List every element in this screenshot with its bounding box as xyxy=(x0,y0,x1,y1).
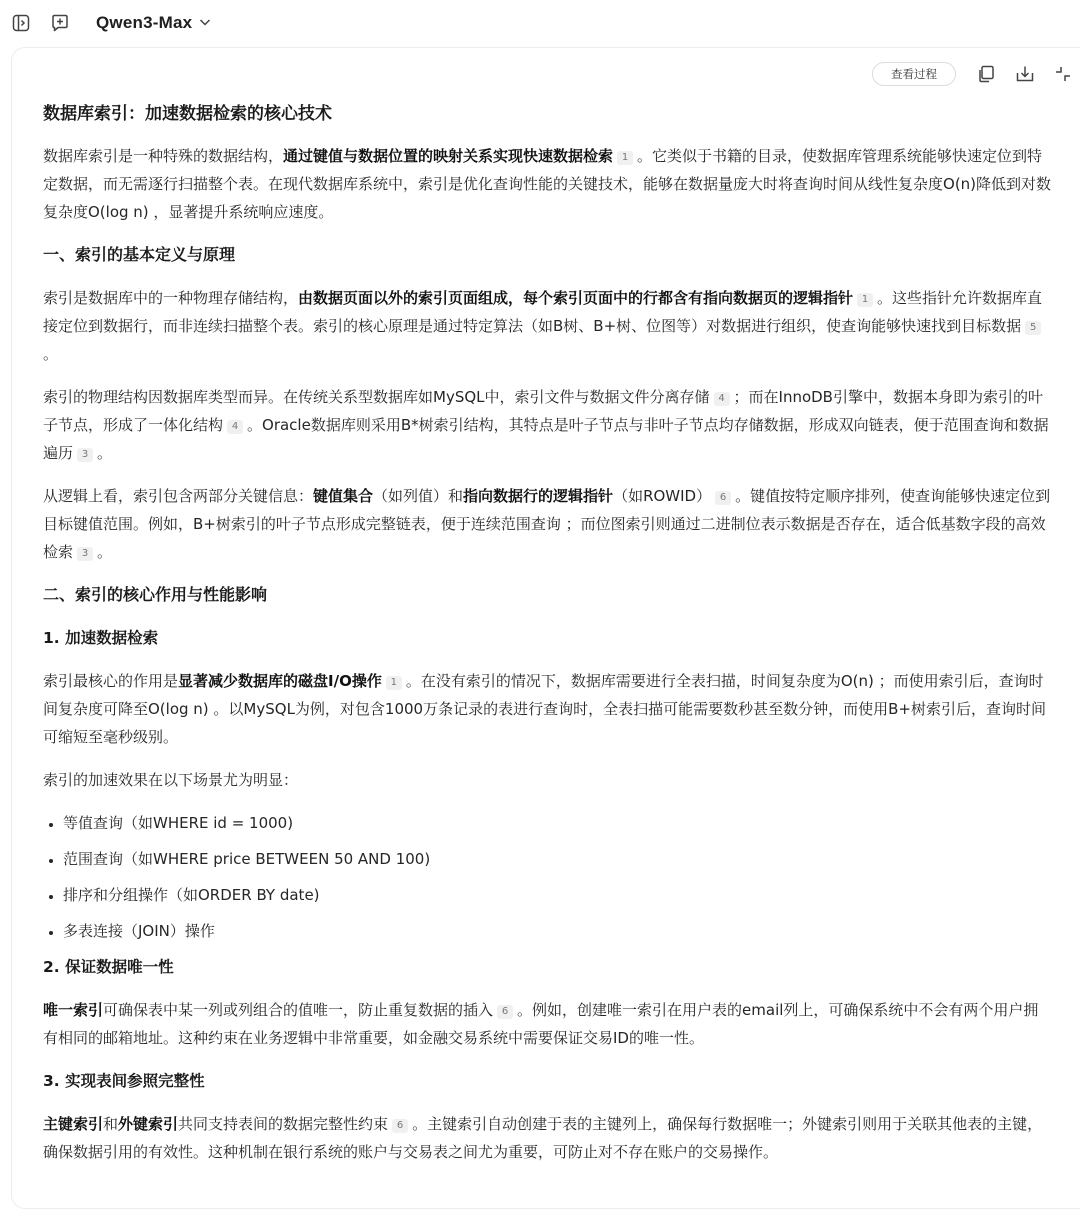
model-name: Qwen3-Max xyxy=(96,13,193,32)
article-title: 数据库索引：加速数据检索的核心技术 xyxy=(43,104,332,124)
collapse-icon[interactable] xyxy=(1053,64,1073,84)
citation-badge[interactable]: 3 xyxy=(77,448,93,462)
citation-badge[interactable]: 6 xyxy=(392,1119,408,1133)
list-item: • 等值查询（如WHERE id = 1000) xyxy=(63,809,1053,837)
list-item: • 多表连接（JOIN）操作 xyxy=(63,917,1053,945)
sidebar-toggle-icon[interactable] xyxy=(10,12,32,34)
list-item: • 范围查询（如WHERE price BETWEEN 50 AND 100) xyxy=(63,845,1053,873)
paragraph-uniqueness: 唯一索引可确保表中某一列或列组合的值唯一，防止重复数据的插入 6 。例如，创建唯一索引在用户表的email列上，可确保系统中不会有两个用户拥有相同的邮箱地址。这种约束在业务逻辑中非常重要，如金融交易系统中需要保证交易ID的唯一性。 xyxy=(43,1001,1039,1047)
citation-badge[interactable]: 3 xyxy=(77,547,93,561)
paragraph-physical-structure: 索引的物理结构因数据库类型而异。在传统关系型数据库如MySQL中，索引文件与数据文件分离存储 4 ；而在InnoDB引擎中，数据本身即为索引的叶子节点，形成了一体化结构 4 。Oracle数据库则采用B*树索引结构，其特点是叶子节点与非叶子节点均存储数据，形成双向链表，便于范围查询和数据遍历 3 。 xyxy=(43,388,1049,462)
subsection-heading-3: 3. 实现表间参照完整性 xyxy=(43,1072,205,1090)
paragraph-scenarios-intro: 索引的加速效果在以下场景尤为明显： xyxy=(43,771,299,789)
subsection-heading-1: 1. 加速数据检索 xyxy=(43,629,159,647)
scenario-list xyxy=(43,809,1053,945)
section-heading-1: 一、索引的基本定义与原理 xyxy=(43,245,236,264)
citation-badge[interactable]: 1 xyxy=(857,293,873,307)
download-icon[interactable] xyxy=(1015,64,1035,84)
citation-badge[interactable]: 1 xyxy=(617,151,633,165)
paragraph-definition: 索引是数据库中的一种物理存储结构，由数据页面以外的索引页面组成，每个索引页面中的行都含有指向数据页的逻辑指针 1 。这些指针允许数据库直接定位到数据行，而非连续扫描整个表。索引的核心原理是通过特定算法（如B树、B+树、位图等）对数据进行组织，使查询能够快速找到目标数据 5。 xyxy=(43,289,1043,363)
citation-badge[interactable]: 6 xyxy=(715,491,731,505)
top-bar xyxy=(0,0,1080,46)
list-item: • 排序和分组操作（如ORDER BY date) xyxy=(63,881,1053,909)
new-chat-icon[interactable] xyxy=(49,12,71,34)
citation-badge[interactable]: 4 xyxy=(714,392,730,406)
paragraph-accelerate: 索引最核心的作用是显著减少数据库的磁盘I/O操作 1 。在没有索引的情况下，数据库需要进行全表扫描，时间复杂度为O(n) ；而使用索引后，查询时间复杂度可降至O(log n) 。以MySQL为例，对包含1000万条记录的表进行查询时，全表扫描可能需要数秒甚至数分钟，而使用B+树索引后，查询时间可缩短至毫秒级别。 xyxy=(43,672,1046,746)
citation-badge[interactable]: 6 xyxy=(497,1005,513,1019)
view-process-button[interactable]: 查看过程 xyxy=(872,62,956,86)
chevron-down-icon xyxy=(198,14,212,33)
citation-badge[interactable]: 1 xyxy=(386,676,402,690)
section-heading-2: 二、索引的核心作用与性能影响 xyxy=(43,585,268,604)
paragraph-logical-view: 从逻辑上看，索引包含两部分关键信息：键值集合（如列值）和指向数据行的逻辑指针（如ROWID） 6 。键值按特定顺序排列，使查询能够快速定位到目标键值范围。例如，B+树索引的叶子节点形成完整链表，便于连续范围查询 ；而位图索引则通过二进制位表示数据是否存在，适合低基数字段的高效检索 3 。 xyxy=(43,487,1051,561)
response-content xyxy=(43,96,1053,1166)
copy-icon[interactable] xyxy=(976,64,996,84)
citation-badge[interactable]: 5 xyxy=(1025,321,1041,335)
citation-badge[interactable]: 4 xyxy=(227,420,243,434)
paragraph-intro: 数据库索引是一种特殊的数据结构，通过键值与数据位置的映射关系实现快速数据检索 1 。它类似于书籍的目录，使数据库管理系统能够快速定位到特定数据，而无需逐行扫描整个表。在现代数据库系统中，索引是优化查询性能的关键技术，能够在数据量庞大时将查询时间从线性复杂度O(n)降低到对数复杂度O(log n) ，显著提升系统响应速度。 xyxy=(43,147,1052,221)
subsection-heading-2: 2. 保证数据唯一性 xyxy=(43,958,174,976)
model-selector[interactable] xyxy=(96,10,212,36)
paragraph-integrity: 主键索引和外键索引共同支持表间的数据完整性约束 6 。主键索引自动创建于表的主键列上，确保每行数据唯一；外键索引则用于关联其他表的主键，确保数据引用的有效性。这种机制在银行系统的账户与交易表之间尤为重要，可防止对不存在账户的交易操作。 xyxy=(43,1115,1043,1161)
